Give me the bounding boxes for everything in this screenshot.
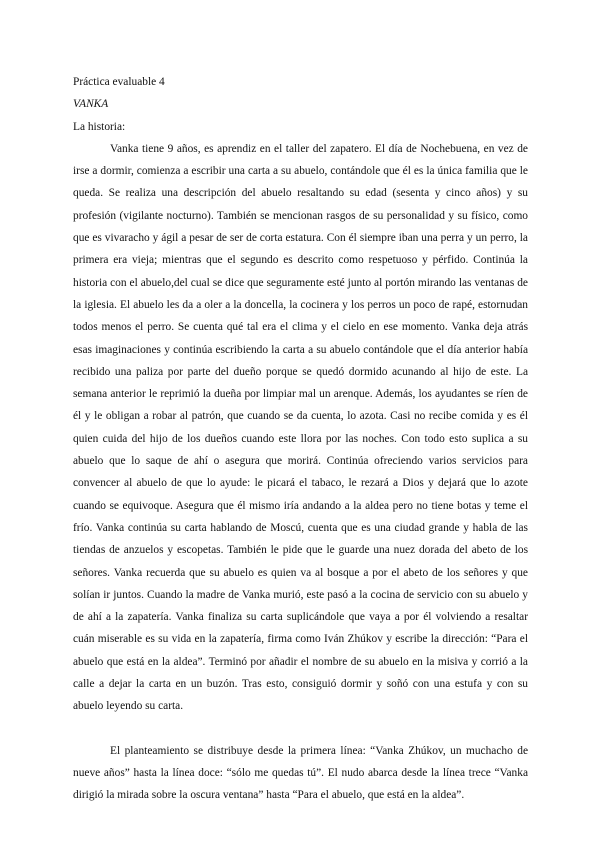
- document-body: [73, 71, 528, 807]
- structure-paragraph: El planteamiento se distribuye desde la primera línea: “Vanka Zhúkov, un muchacho de nueve años” hasta la línea doce: “sólo me quedas tú”. El nudo abarca desde la línea trece “Vanka dirigió la mirada sobre la oscura ventana” hasta “Para el abuelo, que está en la aldea”.: [73, 744, 528, 802]
- document-header: Práctica evaluable 4: [73, 76, 165, 88]
- story-paragraph: Vanka tiene 9 años, es aprendiz en el taller del zapatero. El día de Nochebuena, en vez de irse a dormir, comienza a escribir una carta a su abuelo, contándole que él es la única familia que le queda. Se realiza una descripción del abuelo resaltando su edad (sesenta y cinco años) y su profesión (vigilante nocturno). También se mencionan rasgos de su personalidad y su físico, como que es vivaracho y ágil a pesar de ser de corta estatura. Con él siempre iban una perra y un perro, la primera era vieja; mientras que el segundo es descrito como respetuoso y pérfido. Continúa la historia con el abuelo,del cual se dice que seguramente esté junto al portón mirando las ventanas de la iglesia. El abuelo les da a oler a la doncella, la cocinera y los perros un poco de rapé, estornudan todos menos el perro. Se cuenta qué tal era el clima y el cielo en ese momento. Vanka deja atrás esas imaginaciones y continúa escribiendo la carta a su abuelo contándole que el día anterior había recibido una paliza por parte del dueño porque se quedó dormido acunando al hijo de este. La semana anterior le reprimió la dueña por limpiar mal un arenque. Además, los ayudantes se ríen de él y le obligan a robar al patrón, que cuando se da cuenta, lo azota. Casi no recibe comida y es él quien cuida del hijo de los dueños cuando este llora por las noches. Con todo esto suplica a su abuelo que lo saque de ahí o asegura que morirá. Continúa ofreciendo varios servicios para convencer al abuelo de que lo ayude: le picará el tabaco, le rezará a Dios y dejará que lo azote cuando se equivoque. Asegura que él mismo iría andando a la aldea pero no tiene botas y teme el frío. Vanka continúa su carta hablando de Moscú, cuenta que es una ciudad grande y habla de las tiendas de anzuelos y escopetas. También le pide que le guarde una nuez dorada del abeto de los señores. Vanka recuerda que su abuelo es quien va al bosque a por el abeto de los señores y que solían ir juntos. Cuando la madre de Vanka murió, este pasó a la cocina de servicio con su abuelo y de ahí a la zapatería. Vanka finaliza su carta suplicándole que vaya a por él volviendo a resaltar cuán miserable es su vida en la zapatería, firma como Iván Zhúkov y escribe la dirección: “Para el abuelo que está en la aldea”. Terminó por añadir el nombre de su abuelo en la misiva y corrió a la calle a dejar la carta en un buzón. Tras esto, consiguió dormir y soñó con una estufa y con su abuelo leyendo su carta.: [73, 142, 528, 713]
- document-title: VANKA: [73, 98, 109, 111]
- section-heading: La historia:: [73, 120, 126, 133]
